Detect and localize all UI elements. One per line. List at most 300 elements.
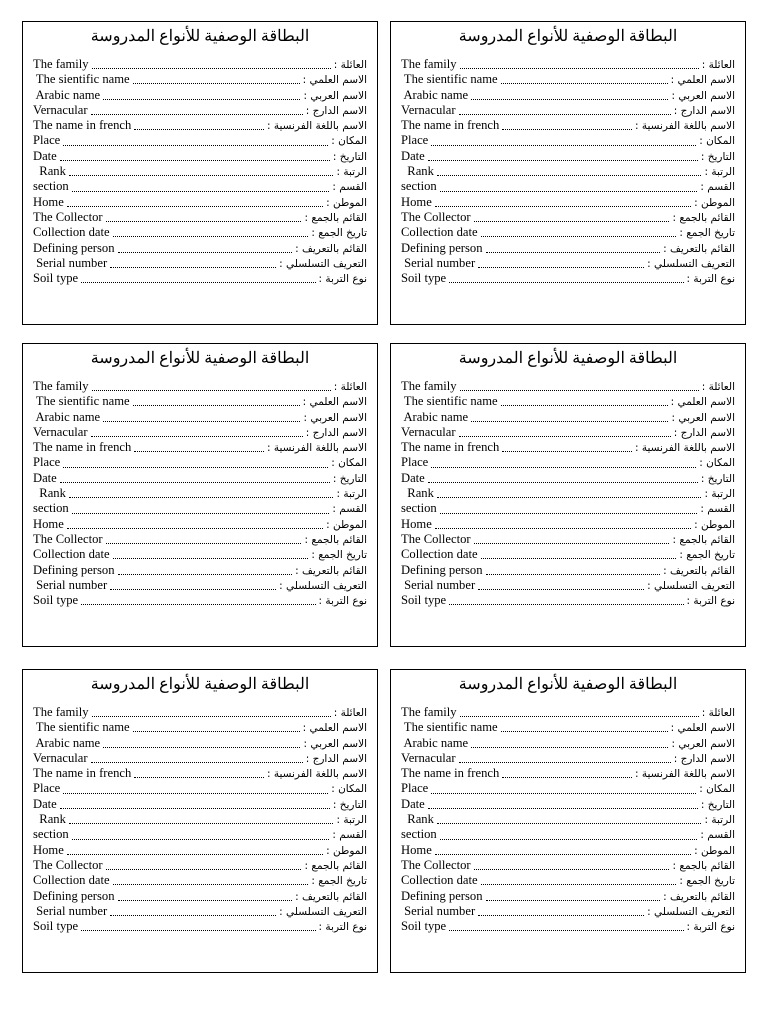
field-label-en: Soil type [33,271,79,286]
field-label-ar: الاسم العلمي : [302,722,367,735]
field-row [401,827,735,842]
dotted-fill-line[interactable] [474,861,670,870]
field-label-ar: المكان : [699,135,735,148]
field-row [401,394,735,409]
dotted-fill-line[interactable] [478,907,644,916]
field-row [401,410,735,425]
field-label-ar: القائم بالتعريف : [295,890,367,903]
dotted-fill-line[interactable] [113,228,309,237]
field-row [401,133,735,148]
dotted-fill-line[interactable] [486,892,661,901]
field-row [33,225,367,240]
field-label-ar: العائلة : [333,707,367,719]
dotted-fill-line[interactable] [72,183,330,192]
dotted-fill-line[interactable] [449,596,683,605]
dotted-fill-line[interactable] [435,846,691,855]
field-row [33,563,367,578]
field-row [33,873,367,888]
dotted-fill-line[interactable] [92,60,331,69]
field-row [33,919,367,934]
field-row [33,812,367,827]
dotted-fill-line[interactable] [106,213,302,222]
field-row [401,873,735,888]
field-label-en: The family [33,705,89,719]
field-label-ar: التاريخ : [700,150,735,163]
field-label-ar: الاسم باللغة الفرنسية : [266,442,367,455]
field-row [401,486,735,501]
field-label-en: Soil type [33,919,79,934]
dotted-fill-line[interactable] [110,581,276,590]
field-label-en: Home [401,516,432,531]
field-label-ar: القسم : [332,829,367,842]
field-label-en: The name in french [33,118,132,133]
dotted-fill-line[interactable] [110,907,276,916]
dotted-fill-line[interactable] [471,91,668,100]
field-row [33,149,367,164]
field-row [401,103,735,118]
dotted-fill-line[interactable] [460,60,699,69]
dotted-fill-line[interactable] [481,550,677,559]
dotted-fill-line[interactable] [118,244,293,253]
field-label-ar: تاريخ الجمع : [679,549,735,562]
field-label-en: Place [33,455,61,470]
field-label-en: Place [401,133,429,148]
field-label-ar: التاريخ : [700,798,735,811]
card-title: البطاقة الوصفية للأنواع المدروسة [458,676,678,693]
field-label-ar: الاسم باللغة الفرنسية : [634,442,735,455]
card-title: البطاقة الوصفية للأنواع المدروسة [90,676,310,693]
field-label-ar: القائم بالجمع : [672,533,735,546]
field-label-ar: الاسم العلمي : [670,722,735,735]
field-label-en: section [401,179,437,194]
dotted-fill-line[interactable] [92,382,331,391]
dotted-fill-line[interactable] [478,581,644,590]
field-label-en: Rank [401,812,434,827]
field-list [401,705,735,934]
field-row [33,705,367,720]
field-label-en: Arabic name [401,409,469,424]
dotted-fill-line[interactable] [502,769,632,778]
field-label-en: Rank [33,164,66,179]
field-row [401,766,735,781]
field-row [33,578,367,593]
dotted-fill-line[interactable] [113,876,309,885]
dotted-fill-line[interactable] [67,846,323,855]
field-label-ar: العائلة : [701,381,735,393]
field-label-en: Vernacular [401,750,456,765]
dotted-fill-line[interactable] [63,785,328,794]
field-row [33,133,367,148]
field-label-en: The sientific name [401,394,498,409]
field-label-en: Home [33,516,64,531]
card-title: البطاقة الوصفية للأنواع المدروسة [90,350,310,367]
description-card-1 [22,21,378,325]
dotted-fill-line[interactable] [486,566,661,575]
field-label-en: section [33,501,69,516]
field-label-en: The Collector [401,857,471,872]
field-label-en: The sientific name [33,72,130,87]
dotted-fill-line[interactable] [459,106,671,115]
field-label-en: The Collector [33,857,103,872]
field-label-ar: القائم بالتعريف : [663,242,735,255]
field-label-ar: الرتبة : [704,488,735,501]
field-label-ar: تاريخ الجمع : [311,549,367,562]
field-row [401,455,735,470]
dotted-fill-line[interactable] [81,922,315,931]
dotted-fill-line[interactable] [133,397,300,406]
dotted-fill-line[interactable] [459,754,671,763]
field-row [33,751,367,766]
field-row [33,271,367,286]
field-label-en: Vernacular [33,424,88,439]
field-label-ar: الرتبة : [336,488,367,501]
field-row [401,256,735,271]
field-label-ar: الاسم الدارج : [673,104,735,117]
field-label-ar: التعريف التسلسلي : [279,905,367,918]
field-label-ar: القسم : [700,829,735,842]
dotted-fill-line[interactable] [91,106,303,115]
field-row [401,425,735,440]
field-label-ar: التعريف التسلسلي : [647,905,735,918]
field-label-ar: تاريخ الجمع : [311,227,367,240]
field-row [401,904,735,919]
field-row [33,164,367,179]
field-label-en: Vernacular [33,102,88,117]
field-row [401,751,735,766]
field-label-en: Defining person [401,888,483,903]
dotted-fill-line[interactable] [471,739,668,748]
dotted-fill-line[interactable] [478,259,644,268]
field-label-ar: الرتبة : [336,166,367,179]
field-label-ar: القسم : [700,503,735,516]
field-label-en: The family [401,379,457,393]
field-row [401,501,735,516]
dotted-fill-line[interactable] [69,167,334,176]
dotted-fill-line[interactable] [134,121,264,130]
field-row [33,118,367,133]
dotted-fill-line[interactable] [440,831,698,840]
field-row [401,736,735,751]
field-label-en: section [401,501,437,516]
dotted-fill-line[interactable] [460,708,699,717]
field-label-en: Serial number [401,577,476,592]
field-label-ar: الاسم العلمي : [670,396,735,409]
dotted-fill-line[interactable] [502,121,632,130]
dotted-fill-line[interactable] [502,443,632,452]
field-label-en: Collection date [33,547,110,562]
field-row [401,593,735,608]
field-row [401,88,735,103]
dotted-fill-line[interactable] [428,474,698,483]
field-label-en: The family [33,57,89,71]
field-label-ar: القائم بالتعريف : [295,564,367,577]
field-row [401,563,735,578]
description-card-2 [390,21,746,325]
field-row [33,858,367,873]
field-label-ar: الرتبة : [704,814,735,827]
description-card-6 [390,669,746,973]
field-label-ar: التعريف التسلسلي : [647,579,735,592]
dotted-fill-line[interactable] [91,428,303,437]
dotted-fill-line[interactable] [103,739,300,748]
dotted-fill-line[interactable] [431,785,696,794]
field-label-ar: الاسم الدارج : [305,752,367,765]
field-list [33,379,367,608]
field-label-ar: التعريف التسلسلي : [279,579,367,592]
field-label-ar: نوع التربة : [686,595,735,608]
field-label-en: The Collector [33,209,103,224]
field-label-en: Rank [33,812,66,827]
field-label-en: The sientific name [401,720,498,735]
field-label-en: Home [401,842,432,857]
field-label-ar: القائم بالجمع : [304,859,367,872]
field-row [33,88,367,103]
field-row [33,797,367,812]
field-row [401,210,735,225]
field-label-ar: الموطن : [326,196,367,209]
dotted-fill-line[interactable] [481,228,677,237]
field-label-ar: العائلة : [701,707,735,719]
field-label-ar: تاريخ الجمع : [679,227,735,240]
dotted-fill-line[interactable] [60,474,330,483]
field-label-en: The sientific name [33,394,130,409]
dotted-fill-line[interactable] [449,274,683,283]
field-row [33,843,367,858]
dotted-fill-line[interactable] [103,413,300,422]
dotted-fill-line[interactable] [471,413,668,422]
field-label-en: Rank [401,164,434,179]
dotted-fill-line[interactable] [60,152,330,161]
description-card-5 [22,669,378,973]
field-label-en: Soil type [33,593,79,608]
field-label-ar: العائلة : [333,59,367,71]
dotted-fill-line[interactable] [67,198,323,207]
field-row [401,440,735,455]
field-label-en: The Collector [401,209,471,224]
field-row [33,256,367,271]
field-label-ar: القسم : [332,503,367,516]
field-label-en: Soil type [401,919,447,934]
field-label-ar: التاريخ : [700,472,735,485]
field-row [33,486,367,501]
field-label-en: Vernacular [33,750,88,765]
field-row [33,501,367,516]
field-row [33,57,367,72]
field-label-ar: القسم : [332,181,367,194]
dotted-fill-line[interactable] [81,274,315,283]
dotted-fill-line[interactable] [118,892,293,901]
field-label-ar: العائلة : [701,59,735,71]
field-row [33,781,367,796]
field-label-en: Defining person [33,562,115,577]
field-label-ar: نوع التربة : [318,273,367,286]
dotted-fill-line[interactable] [133,723,300,732]
field-label-en: The Collector [33,531,103,546]
field-row [401,919,735,934]
dotted-fill-line[interactable] [440,183,698,192]
description-card-4 [390,343,746,647]
dotted-fill-line[interactable] [69,815,334,824]
dotted-fill-line[interactable] [60,800,330,809]
field-label-ar: المكان : [699,783,735,796]
field-label-ar: التعريف التسلسلي : [279,257,367,270]
dotted-fill-line[interactable] [106,535,302,544]
dotted-fill-line[interactable] [435,198,691,207]
dotted-fill-line[interactable] [460,382,699,391]
field-label-ar: نوع التربة : [686,273,735,286]
field-label-en: Collection date [401,225,478,240]
dotted-fill-line[interactable] [134,769,264,778]
field-label-en: Date [401,796,425,811]
field-label-ar: الاسم العلمي : [302,74,367,87]
field-label-en: section [33,179,69,194]
field-label-en: Soil type [401,271,447,286]
dotted-fill-line[interactable] [437,815,702,824]
field-label-en: The Collector [401,531,471,546]
dotted-fill-line[interactable] [106,861,302,870]
field-label-ar: تاريخ الجمع : [311,875,367,888]
field-label-ar: نوع التربة : [318,595,367,608]
field-list [33,705,367,934]
dotted-fill-line[interactable] [481,876,677,885]
field-label-ar: القسم : [700,181,735,194]
field-label-en: Defining person [401,240,483,255]
dotted-fill-line[interactable] [63,459,328,468]
field-label-en: Serial number [401,903,476,918]
field-label-ar: الاسم الدارج : [305,104,367,117]
dotted-fill-line[interactable] [110,259,276,268]
field-row [33,425,367,440]
field-label-ar: التاريخ : [332,472,367,485]
field-label-ar: العائلة : [333,381,367,393]
field-list [401,57,735,286]
field-label-en: Collection date [33,225,110,240]
field-label-ar: القائم بالتعريف : [295,242,367,255]
dotted-fill-line[interactable] [69,489,334,498]
dotted-fill-line[interactable] [113,550,309,559]
field-label-en: The name in french [33,440,132,455]
field-row [401,179,735,194]
field-label-en: Collection date [401,873,478,888]
field-row [401,781,735,796]
field-row [401,812,735,827]
dotted-fill-line[interactable] [118,566,293,575]
dotted-fill-line[interactable] [431,137,696,146]
dotted-fill-line[interactable] [428,800,698,809]
dotted-fill-line[interactable] [63,137,328,146]
field-row [33,195,367,210]
dotted-fill-line[interactable] [103,91,300,100]
field-label-ar: الاسم العربي : [303,411,367,424]
dotted-fill-line[interactable] [72,505,330,514]
dotted-fill-line[interactable] [501,75,668,84]
field-row [401,578,735,593]
dotted-fill-line[interactable] [486,244,661,253]
field-row [401,241,735,256]
field-label-en: Place [33,781,61,796]
field-row [401,720,735,735]
dotted-fill-line[interactable] [431,459,696,468]
dotted-fill-line[interactable] [449,922,683,931]
field-label-en: Rank [33,486,66,501]
field-label-ar: التعريف التسلسلي : [647,257,735,270]
field-label-ar: الاسم العربي : [671,411,735,424]
field-label-en: Vernacular [401,102,456,117]
dotted-fill-line[interactable] [501,397,668,406]
field-label-ar: الاسم باللغة الفرنسية : [634,768,735,781]
field-row [33,547,367,562]
dotted-fill-line[interactable] [72,831,330,840]
field-label-en: The family [401,705,457,719]
field-label-en: Serial number [33,903,108,918]
dotted-fill-line[interactable] [437,167,702,176]
dotted-fill-line[interactable] [437,489,702,498]
description-card-3 [22,343,378,647]
field-label-en: Home [401,194,432,209]
dotted-fill-line[interactable] [459,428,671,437]
field-label-ar: القائم بالجمع : [304,211,367,224]
field-row [33,241,367,256]
field-label-en: Serial number [33,255,108,270]
field-list [401,379,735,608]
field-label-en: The sientific name [33,720,130,735]
field-label-ar: الاسم الدارج : [673,752,735,765]
field-label-ar: المكان : [331,135,367,148]
field-label-ar: نوع التربة : [318,921,367,934]
field-label-en: Vernacular [401,424,456,439]
field-label-en: Defining person [33,240,115,255]
field-row [33,394,367,409]
field-label-en: Arabic name [401,735,469,750]
dotted-fill-line[interactable] [501,723,668,732]
field-label-ar: الموطن : [326,518,367,531]
field-label-en: Date [401,148,425,163]
field-label-ar: الرتبة : [704,166,735,179]
dotted-fill-line[interactable] [428,152,698,161]
field-row [401,164,735,179]
dotted-fill-line[interactable] [67,520,323,529]
field-label-en: Arabic name [33,87,101,102]
field-row [401,843,735,858]
dotted-fill-line[interactable] [134,443,264,452]
field-list [33,57,367,286]
field-row [33,471,367,486]
field-label-ar: المكان : [331,783,367,796]
field-label-ar: التاريخ : [332,150,367,163]
field-row [33,889,367,904]
dotted-fill-line[interactable] [474,213,670,222]
field-label-ar: الاسم العربي : [671,89,735,102]
dotted-fill-line[interactable] [91,754,303,763]
field-row [33,440,367,455]
dotted-fill-line[interactable] [440,505,698,514]
field-label-en: Arabic name [33,735,101,750]
dotted-fill-line[interactable] [81,596,315,605]
field-row [401,225,735,240]
field-label-en: Date [33,796,57,811]
field-row [33,766,367,781]
field-label-en: section [33,827,69,842]
field-row [401,195,735,210]
field-row [401,858,735,873]
dotted-fill-line[interactable] [92,708,331,717]
field-label-ar: الموطن : [326,844,367,857]
dotted-fill-line[interactable] [435,520,691,529]
field-row [401,57,735,72]
dotted-fill-line[interactable] [474,535,670,544]
field-row [401,889,735,904]
dotted-fill-line[interactable] [133,75,300,84]
